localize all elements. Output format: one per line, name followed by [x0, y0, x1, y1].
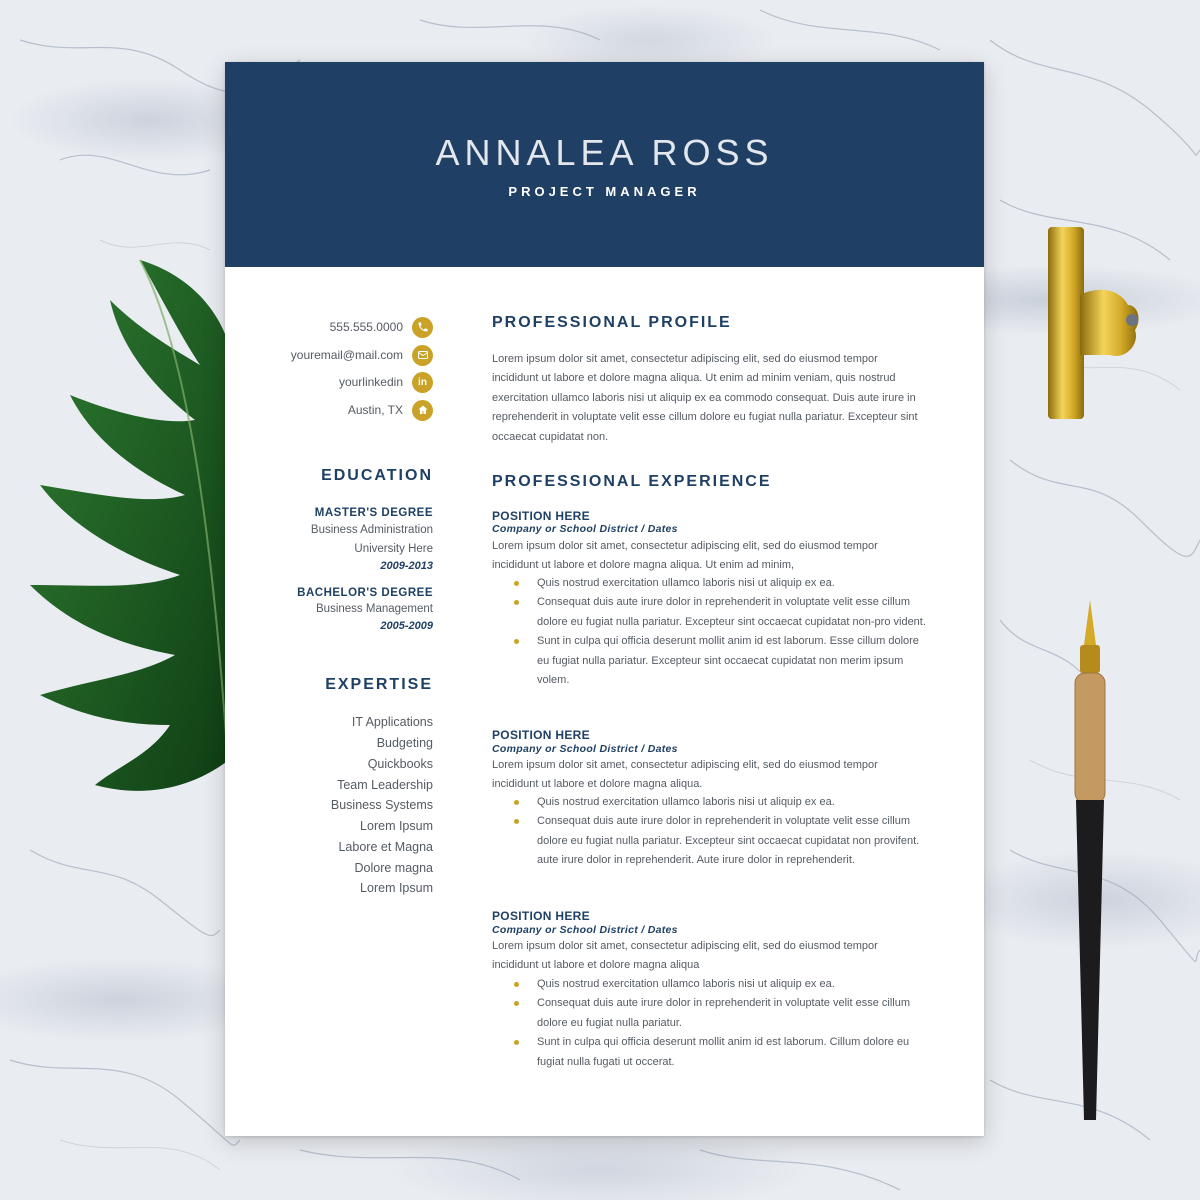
- list-item: Quis nostrud exercitation ullamco laboris nisi ut aliquip ex ea.: [492, 574, 932, 593]
- profile-heading: PROFESSIONAL PROFILE: [492, 314, 732, 331]
- job-company: Company or School District / Dates: [492, 743, 678, 755]
- list-item: Sunt in culpa qui officia deserunt mollit anim id est laborum. Cillum dolore eu fugiat nulla fugati ut occerat.: [492, 1033, 932, 1072]
- expertise-item: Dolore magna: [354, 861, 433, 875]
- contact-email: [291, 343, 433, 367]
- list-item: Quis nostrud exercitation ullamco laboris nisi ut aliquip ex ea.: [492, 975, 932, 994]
- job-position: POSITION HERE: [492, 728, 590, 742]
- edu-dates-1: 2009-2013: [380, 560, 433, 572]
- expertise-item: IT Applications: [351, 715, 433, 729]
- job-summary: Lorem ipsum dolor sit amet, consectetur adipiscing elit, sed do eiusmod tempor incididunt ut labore et dolore magna aliqua: [492, 940, 878, 972]
- contact-location: [348, 398, 433, 422]
- phone-text: 555.555.0000: [329, 320, 403, 334]
- expertise-item: Quickbooks: [367, 757, 433, 771]
- job-position: POSITION HERE: [492, 909, 590, 923]
- edu-dates-2: 2005-2009: [380, 620, 433, 632]
- contact-linkedin: [339, 370, 433, 394]
- candidate-title: PROJECT MANAGER: [508, 184, 701, 199]
- home-icon: [412, 400, 433, 421]
- mail-icon: [412, 345, 433, 366]
- list-item: Consequat duis aute irure dolor in reprehenderit in voluptate velit esse cillum dolore eu fugiat nulla pariatur.: [492, 994, 932, 1033]
- email-text: youremail@mail.com: [290, 348, 403, 362]
- expertise-item: Business Systems: [330, 798, 433, 812]
- job-bullets: [492, 975, 932, 1072]
- job-bullets: [492, 793, 932, 871]
- candidate-name: ANNALEA ROSS: [435, 132, 774, 173]
- expertise-item: Lorem Ipsum: [360, 819, 433, 833]
- expertise-item: Budgeting: [376, 736, 433, 750]
- experience-heading: PROFESSIONAL EXPERIENCE: [492, 473, 772, 490]
- expertise-item: Team Leadership: [337, 778, 433, 792]
- phone-icon: [412, 317, 433, 338]
- expertise-heading: EXPERTISE: [325, 676, 433, 693]
- fountain-pen: [1060, 600, 1120, 1130]
- job-position: POSITION HERE: [492, 509, 590, 523]
- job-bullets: [492, 574, 932, 690]
- list-item: Sunt in culpa qui officia deserunt mollit anim id est laborum. Esse cillum dolore eu fugiat nulla pariatur. Excepteur sint occaecat cupidatat non merim ipsum volem.: [492, 632, 932, 690]
- list-item: Consequat duis aute irure dolor in reprehenderit in voluptate velit esse cillum dolore eu fugiat nulla pariatur. Excepteur sint occaecat cupidatat non provifent. aute irure dolor in reprehenderit. Aute irure dolor in reprehenderit.: [492, 812, 932, 870]
- edu-degree-1: MASTER'S DEGREE: [314, 507, 433, 519]
- job-summary: Lorem ipsum dolor sit amet, consectetur adipiscing elit, sed do eiusmod tempor incididunt ut labore et dolore magna aliqua. Ut enim ad minim,: [492, 540, 878, 572]
- list-item: Consequat duis aute irure dolor in reprehenderit in voluptate velit esse cillum dolore eu fugiat nulla pariatur. Excepteur sint occaecat cupidatat non-pro vident.: [492, 593, 932, 632]
- edu-degree-2: BACHELOR'S DEGREE: [297, 587, 433, 599]
- education-heading: EDUCATION: [321, 467, 433, 484]
- linkedin-text: yourlinkedin: [338, 375, 403, 389]
- list-item: Quis nostrud exercitation ullamco laboris nisi ut aliquip ex ea.: [492, 793, 932, 812]
- location-text: Austin, TX: [347, 403, 403, 417]
- profile-text: Lorem ipsum dolor sit amet, consectetur adipiscing elit, sed do eiusmod tempor incididunt ut labore et dolore magna aliqua. Ut enim ad minim veniam, quis nostrud exercitation ullamco laboris nisi ut aliquip ex ea commodo consequat. Duis aute irure in reprehenderit in voluptate velit esse cillum dolore eu fugiat nulla pariatur. Excepteur sint occaecat cupidatat non.: [492, 353, 918, 443]
- edu-field-1: Business Administration: [310, 524, 433, 536]
- contact-phone: [330, 315, 433, 339]
- edu-school-1: University Here: [354, 543, 433, 555]
- linkedin-icon: in: [412, 372, 433, 393]
- edu-field-2: Business Management: [316, 603, 433, 615]
- job-company: Company or School District / Dates: [492, 924, 678, 936]
- job-summary: Lorem ipsum dolor sit amet, consectetur adipiscing elit, sed do eiusmod tempor incididunt ut labore et dolore magna aliqua.: [492, 759, 878, 791]
- monstera-leaf: [0, 255, 240, 815]
- expertise-item: Lorem Ipsum: [360, 881, 433, 895]
- resume-header: [225, 62, 984, 267]
- resume-page: [225, 62, 984, 1136]
- gold-clip: [1040, 225, 1150, 425]
- job-company: Company or School District / Dates: [492, 523, 678, 535]
- expertise-item: Labore et Magna: [338, 840, 433, 854]
